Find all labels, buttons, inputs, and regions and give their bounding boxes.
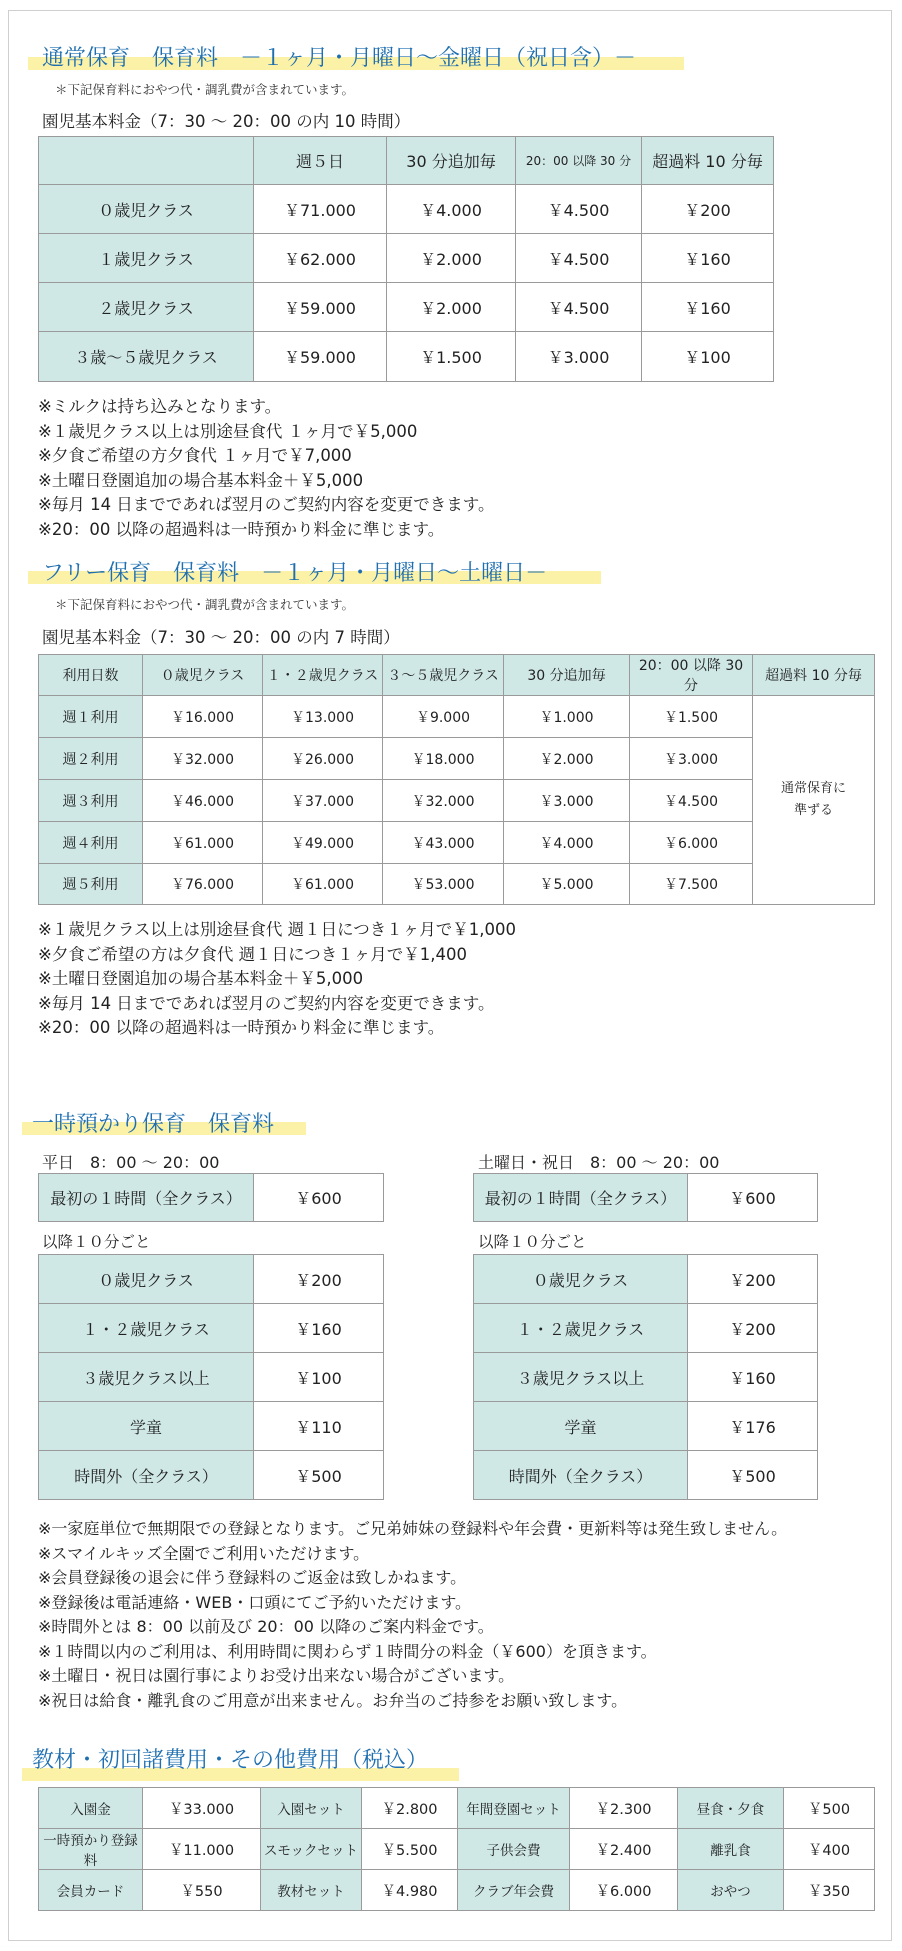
table-header-row: [39, 655, 875, 696]
note-line: ※夕食ご希望の方は夕食代 週１日につき１ヶ月で￥1,400: [38, 944, 467, 964]
table-row: [474, 1402, 818, 1451]
item-label: 教材セット: [261, 1870, 362, 1911]
price-cell: ￥6.000: [570, 1870, 678, 1911]
table-row: [39, 1870, 875, 1911]
class-cell: ０歳児クラス: [39, 185, 254, 234]
price-cell: ￥600: [688, 1174, 818, 1222]
table-row: [39, 1353, 384, 1402]
item-label: 入園セット: [261, 1788, 362, 1829]
temporary-heading: 一時預かり保育 保育料: [32, 1112, 275, 1137]
regular-fee-table: [38, 136, 774, 382]
price-cell: ￥2.800: [362, 1788, 458, 1829]
weekend-per10-caption: 以降１０分ごと: [478, 1233, 587, 1251]
note-line: ※登録後は電話連絡・WEB・口頭にてご予約いただけます。: [38, 1592, 472, 1612]
weekend-first-hour-table: [473, 1173, 818, 1222]
price-cell: ￥13.000: [263, 696, 383, 738]
price-cell: ￥500: [688, 1451, 818, 1500]
class-cell: ０歳児クラス: [474, 1255, 688, 1304]
item-label: クラブ年会費: [458, 1870, 570, 1911]
price-cell: ￥32.000: [383, 780, 504, 822]
note-line: ※土曜日・祝日は園行事によりお受け出来ない場合がございます。: [38, 1666, 515, 1685]
usage-cell: 週２利用: [39, 738, 143, 780]
table-row: [39, 780, 875, 822]
free-fee-table: [38, 654, 875, 905]
table-row: [39, 864, 875, 905]
price-cell: ￥160: [254, 1304, 384, 1353]
price-cell: ￥4.000: [387, 185, 516, 234]
table-row: [474, 1174, 818, 1222]
table-row: [39, 1304, 384, 1353]
materials-fee-table: [38, 1787, 875, 1911]
note-line: ※ミルクは持ち込みとなります。: [38, 397, 282, 416]
class-cell: ３歳～５歳児クラス: [39, 332, 254, 382]
note-line: ※一家庭単位で無期限での登録となります。ご兄弟姉妹の登録料や年会費・更新料等は発生致しません。: [38, 1519, 788, 1538]
table-row: [39, 332, 774, 382]
price-cell: ￥1.500: [387, 332, 516, 382]
price-cell: ￥200: [688, 1304, 818, 1353]
item-label: 年間登園セット: [458, 1788, 570, 1829]
price-cell: ￥49.000: [263, 822, 383, 864]
price-cell: ￥1.500: [630, 696, 753, 738]
table-row: [39, 1255, 384, 1304]
header-cell: 30 分追加毎: [387, 137, 516, 185]
note-line: ※時間外とは 8：00 以前及び 20：00 以降のご案内料金です。: [38, 1617, 494, 1636]
note-line: ※１歳児クラス以上は別途昼食代 １ヶ月で￥5,000: [38, 421, 418, 441]
price-cell: ￥11.000: [143, 1829, 261, 1870]
price-cell: ￥2.300: [570, 1788, 678, 1829]
class-cell: １・２歳児クラス: [474, 1304, 688, 1353]
price-cell: ￥61.000: [263, 864, 383, 905]
price-cell: ￥5.000: [504, 864, 630, 905]
price-cell: ￥2.400: [570, 1829, 678, 1870]
price-cell: ￥18.000: [383, 738, 504, 780]
price-cell: ￥550: [143, 1870, 261, 1911]
header-cell: 週５日: [254, 137, 387, 185]
price-cell: ￥3.000: [630, 738, 753, 780]
table-row: [39, 283, 774, 332]
class-cell: ３歳児クラス以上: [474, 1353, 688, 1402]
class-cell: 学童: [474, 1402, 688, 1451]
class-cell: 時間外（全クラス）: [474, 1451, 688, 1500]
class-cell: ３歳児クラス以上: [39, 1353, 254, 1402]
weekday-first-hour-table: [38, 1173, 384, 1222]
header-cell: １・２歳児クラス: [263, 655, 383, 696]
table-row: [39, 696, 875, 738]
price-cell: ￥100: [254, 1353, 384, 1402]
price-cell: ￥4.500: [630, 780, 753, 822]
price-cell: ￥3.000: [516, 332, 642, 382]
note-line: ※土曜日登園追加の場合基本料金＋￥5,000: [38, 470, 364, 490]
header-cell: 超過料 10 分毎: [642, 137, 774, 185]
price-cell: ￥200: [254, 1255, 384, 1304]
price-cell: ￥200: [688, 1255, 818, 1304]
price-cell: ￥400: [784, 1829, 875, 1870]
class-cell: １歳児クラス: [39, 234, 254, 283]
usage-cell: 週１利用: [39, 696, 143, 738]
price-cell: ￥6.000: [630, 822, 753, 864]
price-cell: ￥5.500: [362, 1829, 458, 1870]
class-cell: 時間外（全クラス）: [39, 1451, 254, 1500]
price-cell: ￥4.500: [516, 234, 642, 283]
note-line: ※スマイルキッズ全園でご利用いただけます。: [38, 1543, 370, 1563]
table-row: [39, 185, 774, 234]
regular-notes: [38, 395, 495, 542]
note-line: ※土曜日登園追加の場合基本料金＋￥5,000: [38, 969, 364, 988]
price-cell: ￥4.500: [516, 283, 642, 332]
price-cell: ￥200: [642, 185, 774, 234]
materials-heading: 教材・初回諸費用・その他費用（税込）: [32, 1748, 429, 1773]
merged-note-line: 通常保育に: [780, 781, 846, 796]
first-hour-label: 最初の１時間（全クラス）: [39, 1174, 254, 1222]
item-label: 昼食・夕食: [678, 1788, 784, 1829]
table-row: [39, 738, 875, 780]
price-cell: ￥46.000: [143, 780, 263, 822]
table-row: [39, 1788, 875, 1829]
table-row: [39, 1402, 384, 1451]
price-cell: ￥62.000: [254, 234, 387, 283]
table-header-row: [39, 137, 774, 185]
weekend-caption: 土曜日・祝日 8：00 ～ 20：00: [478, 1153, 720, 1172]
price-cell: ￥26.000: [263, 738, 383, 780]
price-cell: ￥37.000: [263, 780, 383, 822]
header-cell: 超過料 10 分毎: [753, 655, 875, 696]
price-cell: ￥7.500: [630, 864, 753, 905]
price-cell: ￥160: [642, 283, 774, 332]
item-label: 一時預かり登録料: [39, 1829, 143, 1870]
note-line: ※１歳児クラス以上は別途昼食代 週１日につき１ヶ月で￥1,000: [38, 920, 516, 939]
price-cell: ￥160: [688, 1353, 818, 1402]
table-row: [474, 1255, 818, 1304]
note-line: ※毎月 14 日までであれば翌月のご契約内容を変更できます。: [38, 993, 495, 1013]
note-line: ※毎月 14 日までであれば翌月のご契約内容を変更できます。: [38, 495, 495, 514]
price-cell: ￥1.000: [504, 696, 630, 738]
temporary-notes: [38, 1517, 787, 1713]
price-cell: ￥32.000: [143, 738, 263, 780]
table-row: [474, 1353, 818, 1402]
table-row: [39, 822, 875, 864]
weekday-caption: 平日 8：00 ～ 20：00: [42, 1153, 220, 1172]
price-cell: ￥176: [688, 1402, 818, 1451]
price-cell: ￥350: [784, 1870, 875, 1911]
price-cell: ￥71.000: [254, 185, 387, 234]
note-line: ※夕食ご希望の方夕食代 １ヶ月で￥7,000: [38, 446, 352, 465]
price-cell: ￥3.000: [504, 780, 630, 822]
price-cell: ￥500: [254, 1451, 384, 1500]
price-cell: ￥53.000: [383, 864, 504, 905]
weekday-per10-table: [38, 1254, 384, 1500]
price-cell: ￥43.000: [383, 822, 504, 864]
price-cell: ￥4.000: [504, 822, 630, 864]
price-cell: ￥100: [642, 332, 774, 382]
note-line: ※１時間以内のご利用は、利用時間に関わらず１時間分の料金（￥600）を頂きます。: [38, 1641, 657, 1661]
price-cell: ￥61.000: [143, 822, 263, 864]
price-cell: ￥2.000: [504, 738, 630, 780]
table-row: [39, 1829, 875, 1870]
header-cell: 20：00 以降 30 分: [630, 655, 753, 696]
regular-table-caption: 園児基本料金（7：30 ～ 20：00 の内 10 時間）: [42, 112, 411, 131]
note-line: ※祝日は給食・離乳食のご用意が出来ません。お弁当のご持参をお願い致します。: [38, 1690, 628, 1710]
price-cell: ￥4.500: [516, 185, 642, 234]
item-label: スモックセット: [261, 1829, 362, 1870]
header-cell: 利用日数: [39, 655, 143, 696]
price-cell: ￥110: [254, 1402, 384, 1451]
table-row: [39, 1451, 384, 1500]
class-cell: １・２歳児クラス: [39, 1304, 254, 1353]
class-cell: ０歳児クラス: [39, 1255, 254, 1304]
table-row: [39, 234, 774, 283]
price-cell: ￥9.000: [383, 696, 504, 738]
usage-cell: 週４利用: [39, 822, 143, 864]
class-cell: 学童: [39, 1402, 254, 1451]
price-cell: ￥2.000: [387, 234, 516, 283]
item-label: 入園金: [39, 1788, 143, 1829]
note-line: ※20：00 以降の超過料は一時預かり料金に準じます。: [38, 519, 445, 539]
usage-cell: 週５利用: [39, 864, 143, 905]
merged-note-cell: [753, 696, 875, 905]
header-cell: 30 分追加毎: [504, 655, 630, 696]
table-row: [39, 1174, 384, 1222]
table-row: [474, 1304, 818, 1353]
price-cell: ￥4.980: [362, 1870, 458, 1911]
weekday-per10-caption: 以降１０分ごと: [42, 1233, 151, 1251]
price-cell: ￥59.000: [254, 283, 387, 332]
price-cell: ￥160: [642, 234, 774, 283]
note-line: ※20：00 以降の超過料は一時預かり料金に準じます。: [38, 1018, 445, 1037]
price-cell: ￥600: [254, 1174, 384, 1222]
header-cell: ３～５歳児クラス: [383, 655, 504, 696]
item-label: 会員カード: [39, 1870, 143, 1911]
item-label: おやつ: [678, 1870, 784, 1911]
weekend-per10-table: [473, 1254, 818, 1500]
free-table-caption: 園児基本料金（7：30 ～ 20：00 の内 7 時間）: [42, 628, 400, 647]
regular-subnote: ＊下記保育料におやつ代・調乳費が含まれています。: [55, 82, 355, 97]
class-cell: ２歳児クラス: [39, 283, 254, 332]
header-cell: [39, 137, 254, 185]
price-cell: ￥2.000: [387, 283, 516, 332]
table-row: [474, 1451, 818, 1500]
note-line: ※会員登録後の退会に伴う登録料のご返金は致しかねます。: [38, 1568, 467, 1587]
item-label: 離乳食: [678, 1829, 784, 1870]
item-label: 子供会費: [458, 1829, 570, 1870]
free-notes: [38, 918, 516, 1041]
free-subnote: ＊下記保育料におやつ代・調乳費が含まれています。: [55, 597, 355, 612]
first-hour-label: 最初の１時間（全クラス）: [474, 1174, 688, 1222]
merged-note-line: 準ずる: [793, 803, 833, 818]
free-heading: フリー保育 保育料 －１ヶ月・月曜日～土曜日－: [42, 561, 548, 586]
price-cell: ￥33.000: [143, 1788, 261, 1829]
price-cell: ￥500: [784, 1788, 875, 1829]
price-cell: ￥16.000: [143, 696, 263, 738]
regular-heading: 通常保育 保育料 －１ヶ月・月曜日～金曜日（祝日含）－: [42, 46, 637, 71]
price-cell: ￥76.000: [143, 864, 263, 905]
usage-cell: 週３利用: [39, 780, 143, 822]
header-cell: ０歳児クラス: [143, 655, 263, 696]
header-cell: 20：00 以降 30 分: [516, 137, 642, 185]
price-cell: ￥59.000: [254, 332, 387, 382]
